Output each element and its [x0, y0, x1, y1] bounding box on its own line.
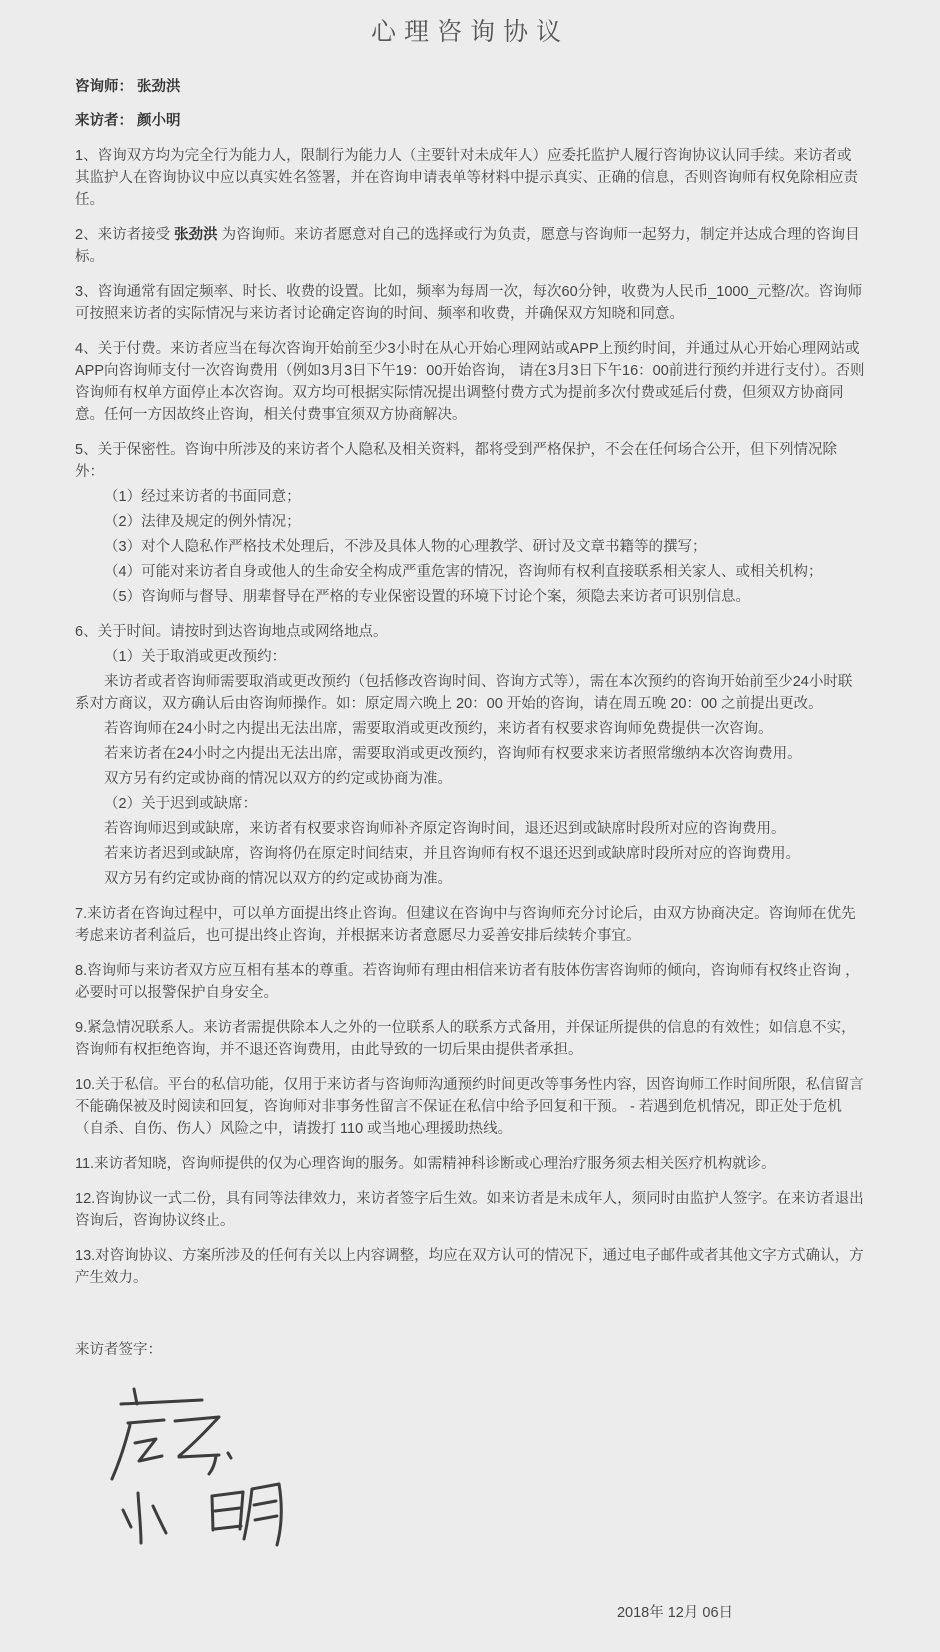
clause-6-item-6: （2）关于迟到或缺席：: [104, 796, 258, 812]
counselor-line: [75, 76, 865, 98]
clause-10-text: 10.关于私信。平台的私信功能，仅用于来访者与咨询师沟通预约时间更改等事务性内容，因咨询师工作时间所限，私信留言不能确保被及时阅读和回复，咨询师对非事务性留言不保证在私信中给予回复和干预。 - 若遇到危机情况，即正处于危机（自杀、自伤、伤人）风险之中，请拨打 110 或当地心理援助热线。: [75, 1077, 864, 1137]
clause-8-text: 8.咨询师与来访者双方应互相有基本的尊重。若咨询师有理由相信来访者有肢体伤害咨询师的倾向，咨询师有权终止咨询 ，必要时可以报警保护自身安全。: [75, 963, 860, 1001]
clause-4-text: 4、关于付费。来访者应当在每次咨询开始前至少3小时在从心开始心理网站或APP上预约时间，并通过从心开始心理网站或APP向咨询师支付一次咨询费用（例如3月3日下午19：00开始咨询， 请在3月3日下午16：00前进行预约并进行支付）。否则咨询师有权单方面停止本次咨询。双方均可根据实际情况提出调整付费方式为提前多次付费或延后付费，但须双方协商同意。任何一方因故终止咨询，相关付费事宜须双方协商解决。: [75, 341, 865, 423]
clause-6-item-5: 双方另有约定或协商的情况以双方的约定或协商为准。: [104, 771, 452, 787]
clause-13: [75, 1245, 865, 1289]
signature-label: 来访者签字：: [75, 1342, 162, 1358]
clause-3: [75, 281, 865, 325]
agreement-date: 2018年 12月 06日: [616, 1605, 734, 1621]
clause-6-item-4: 若来访者在24小时之内提出无法出席，需要取消或更改预约，咨询师有权要求来访者照常缴纳本次咨询费用。: [104, 746, 802, 762]
counselor-name: 张劲洪: [137, 79, 181, 95]
clause-6-item-8: 若来访者迟到或缺席，咨询将仍在原定时间结束，并且咨询师有权不退还迟到或缺席时段所对应的咨询费用。: [104, 846, 800, 862]
clause-9: [75, 1017, 865, 1061]
visitor-name: 颜小明: [137, 113, 181, 129]
clause-13-text: 13.对咨询协议、方案所涉及的任何有关以上内容调整，均应在双方认可的情况下，通过电子邮件或者其他文字方式确认，方产生效力。: [75, 1248, 864, 1286]
visitor-label: 来访者：: [75, 113, 133, 129]
clause-6-item-2: 来访者或者咨询师需要取消或更改预约（包括修改咨询时间、咨询方式等），需在本次预约的咨询开始前至少24小时联系对方商议，双方确认后由咨询师操作。如：原定周六晚上 20：00 开始的咨询，请在周五晚 20：00 之前提出更改。: [75, 674, 853, 712]
clause-2-text: [75, 224, 865, 268]
clause-5: [75, 439, 865, 608]
clause-6-item-7: 若咨询师迟到或缺席，来访者有权要求咨询师补齐原定咨询时间，退还迟到或缺席时段所对应的咨询费用。: [104, 821, 786, 837]
clause-5-item-5: （5）咨询师与督导、朋辈督导在严格的专业保密设置的环境下讨论个案，须隐去来访者可识别信息。: [104, 589, 751, 605]
clause-7: [75, 903, 865, 947]
clause-1: [75, 145, 865, 211]
clause-8: [75, 960, 865, 1004]
clause-11-text: 11.来访者知晓，咨询师提供的仅为心理咨询的服务。如需精神科诊断或心理治疗服务须去相关医疗机构就诊。: [75, 1156, 776, 1172]
clause-5-text: 5、关于保密性。咨询中所涉及的来访者个人隐私及相关资料，都将受到严格保护，不会在任何场合公开，但下列情况除外：: [75, 442, 838, 480]
clause-7-text: 7.来访者在咨询过程中，可以单方面提出终止咨询。但建议在咨询中与咨询师充分讨论后，由双方协商决定。咨询师在优先考虑来访者利益后，也可提出终止咨询，并根据来访者意愿尽力妥善安排后续转介事宜。: [75, 906, 856, 944]
clause-2: [75, 224, 865, 268]
clause-2-pre: 2、来访者接受: [75, 227, 175, 243]
clause-5-item-3: （3）对个人隐私作严格技术处理后，不涉及具体人物的心理教学、研讨及文章书籍等的撰写；: [104, 539, 707, 555]
clause-9-text: 9.紧急情况联系人。来访者需提供除本人之外的一位联系人的联系方式备用，并保证所提供的信息的有效性；如信息不实，咨询师有权拒绝咨询，并不退还咨询费用，由此导致的一切后果由提供者承担。: [75, 1020, 856, 1058]
clause-6-item-1: （1）关于取消或更改预约：: [104, 649, 287, 665]
clause-12-text: 12.咨询协议一式二份，具有同等法律效力，来访者签字后生效。如来访者是未成年人，须同时由监护人签字。在来访者退出咨询后，咨询协议终止。: [75, 1191, 864, 1229]
clause-12: [75, 1188, 865, 1232]
handwritten-signature: [105, 1377, 305, 1557]
clause-5-item-1: （1）经过来访者的书面同意；: [104, 489, 301, 505]
clause-5-item-2: （2）法律及规定的例外情况；: [104, 514, 301, 530]
date-row: [485, 1601, 865, 1622]
clause-2-counselor-name: 张劲洪: [174, 227, 218, 243]
counselor-label: 咨询师：: [75, 79, 133, 95]
clause-6-item-3: 若咨询师在24小时之内提出无法出席，需要取消或更改预约，来访者有权要求咨询师免费提供一次咨询。: [104, 721, 773, 737]
clause-3-text: 3、咨询通常有固定频率、时长、收费的设置。比如，频率为每周一次，每次60分钟，收费为人民币_1000_元整/次。咨询师可按照来访者的实际情况与来访者讨论确定咨询的时间、频率和收费，并确保双方知晓和同意。: [75, 284, 863, 322]
page-title: 心理咨询协议: [370, 18, 569, 46]
clause-10: [75, 1074, 865, 1140]
visitor-line: [75, 110, 865, 132]
clause-6: [75, 621, 865, 890]
clause-6-item-9: 双方另有约定或协商的情况以双方的约定或协商为准。: [104, 871, 452, 887]
clause-6-text: 6、关于时间。请按时到达咨询地点或网络地点。: [75, 624, 388, 640]
clause-2-post: 为咨询师。来访者愿意对自己的选择或行为负责，愿意与咨询师一起努力，制定并达成合理的咨询目标。: [75, 227, 860, 265]
clause-5-item-4: （4）可能对来访者自身或他人的生命安全构成严重危害的情况，咨询师有权利直接联系相关家人、或相关机构；: [104, 564, 823, 580]
clause-1-text: 1、咨询双方均为完全行为能力人，限制行为能力人（主要针对未成年人）应委托监护人履行咨询协议认同手续。来访者或其监护人在咨询协议中应以真实姓名签署，并在咨询申请表单等材料中提示真实、正确的信息，否则咨询师有权免除相应责任。: [75, 148, 858, 208]
clause-4: [75, 338, 865, 426]
clause-11: [75, 1153, 865, 1175]
